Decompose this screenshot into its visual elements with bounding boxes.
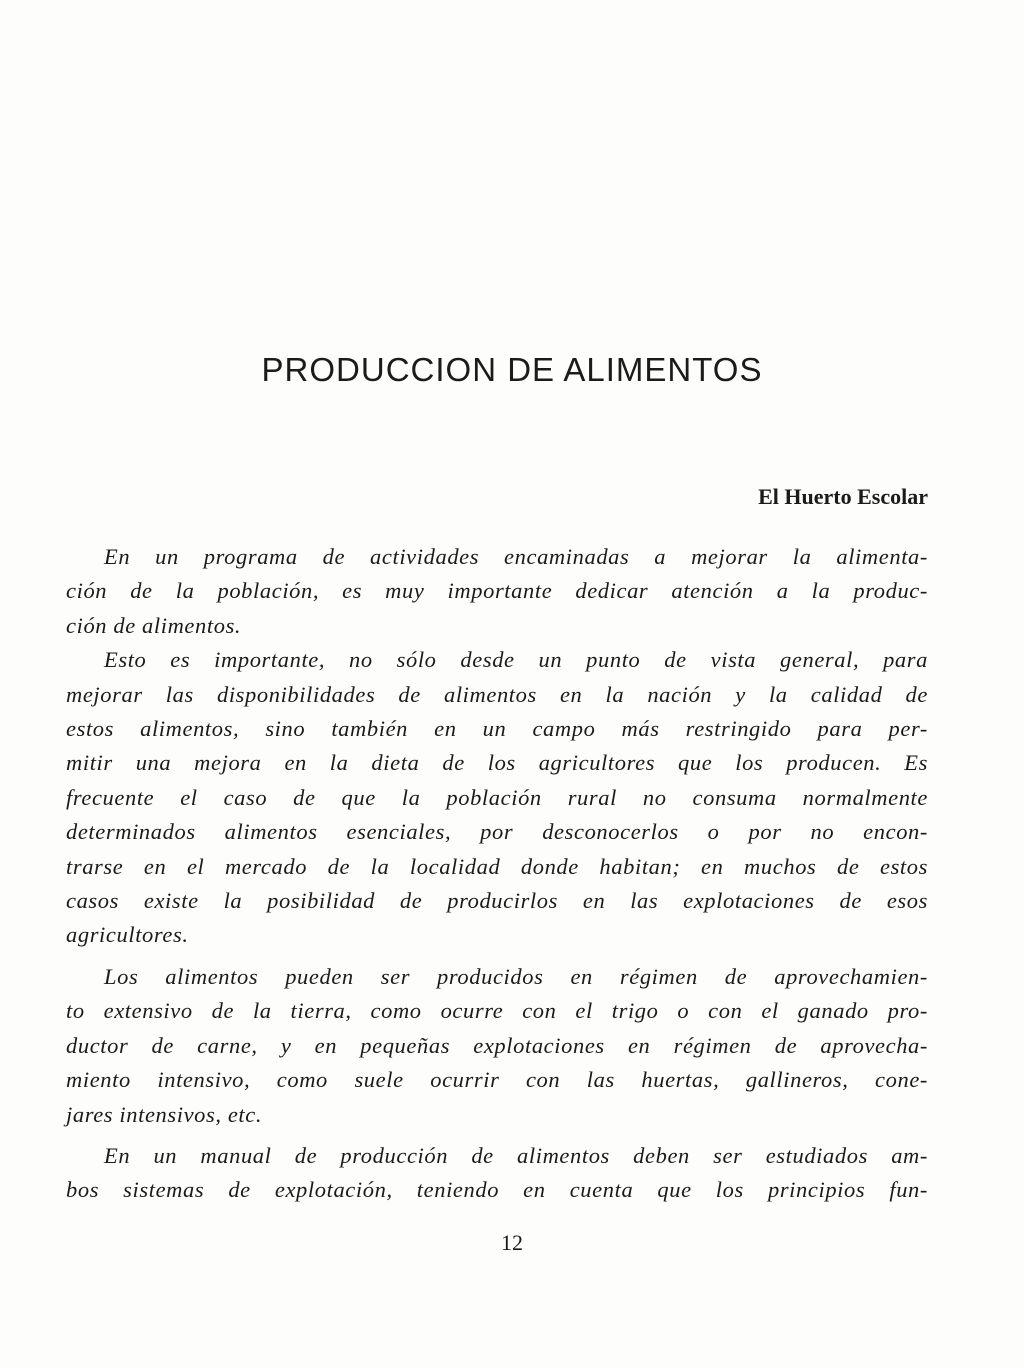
text-line: Los alimentos pueden ser producidos en régimen de aprovechamien- [104, 963, 928, 989]
text-line: Esto es importante, no sólo desde un punto de vista general, para [104, 647, 928, 673]
page-number: 12 [501, 1230, 523, 1255]
body-text [66, 540, 928, 1208]
text-line: casos existe la posibilidad de producirlos en las explotaciones de esos [66, 888, 928, 914]
text-line: En un manual de producción de alimentos deben ser estudiados am- [104, 1142, 928, 1168]
text-line: En un programa de actividades encaminadas a mejorar la alimenta- [104, 544, 928, 569]
text-line: to extensivo de la tierra, como ocurre con el trigo o con el ganado pro- [66, 998, 928, 1024]
text-line: jares intensivos, etc. [66, 1101, 263, 1127]
text-line: determinados alimentos esenciales, por desconocerlos o por no encon- [66, 819, 928, 845]
text-line: ductor de carne, y en pequeñas explotaciones en régimen de aprovecha- [66, 1032, 928, 1058]
text-line: ción de alimentos. [66, 612, 242, 638]
text-line: miento intensivo, como suele ocurrir con las huertas, gallineros, cone- [66, 1067, 928, 1093]
text-line: bos sistemas de explotación, teniendo en cuenta que los principios fun- [66, 1177, 928, 1203]
section-subtitle: El Huerto Escolar [758, 484, 928, 509]
page-title: PRODUCCION DE ALIMENTOS [261, 351, 763, 388]
text-line: ción de la población, es muy importante dedicar atención a la produc- [66, 578, 928, 604]
text-line: trarse en el mercado de la localidad donde habitan; en muchos de estos [66, 853, 928, 879]
text-line: estos alimentos, sino también en un campo más restringido para per- [66, 716, 928, 742]
paragraph-4 [66, 1139, 928, 1208]
paragraph-2 [66, 643, 928, 953]
text-line: mejorar las disponibilidades de alimentos en la nación y la calidad de [66, 681, 928, 707]
paragraph-3 [66, 960, 928, 1132]
text-line: agricultores. [66, 922, 189, 948]
text-line: mitir una mejora en la dieta de los agricultores que los producen. Es [66, 750, 928, 776]
paragraph-1 [66, 540, 928, 643]
text-line: frecuente el caso de que la población rural no consuma normalmente [66, 784, 928, 810]
